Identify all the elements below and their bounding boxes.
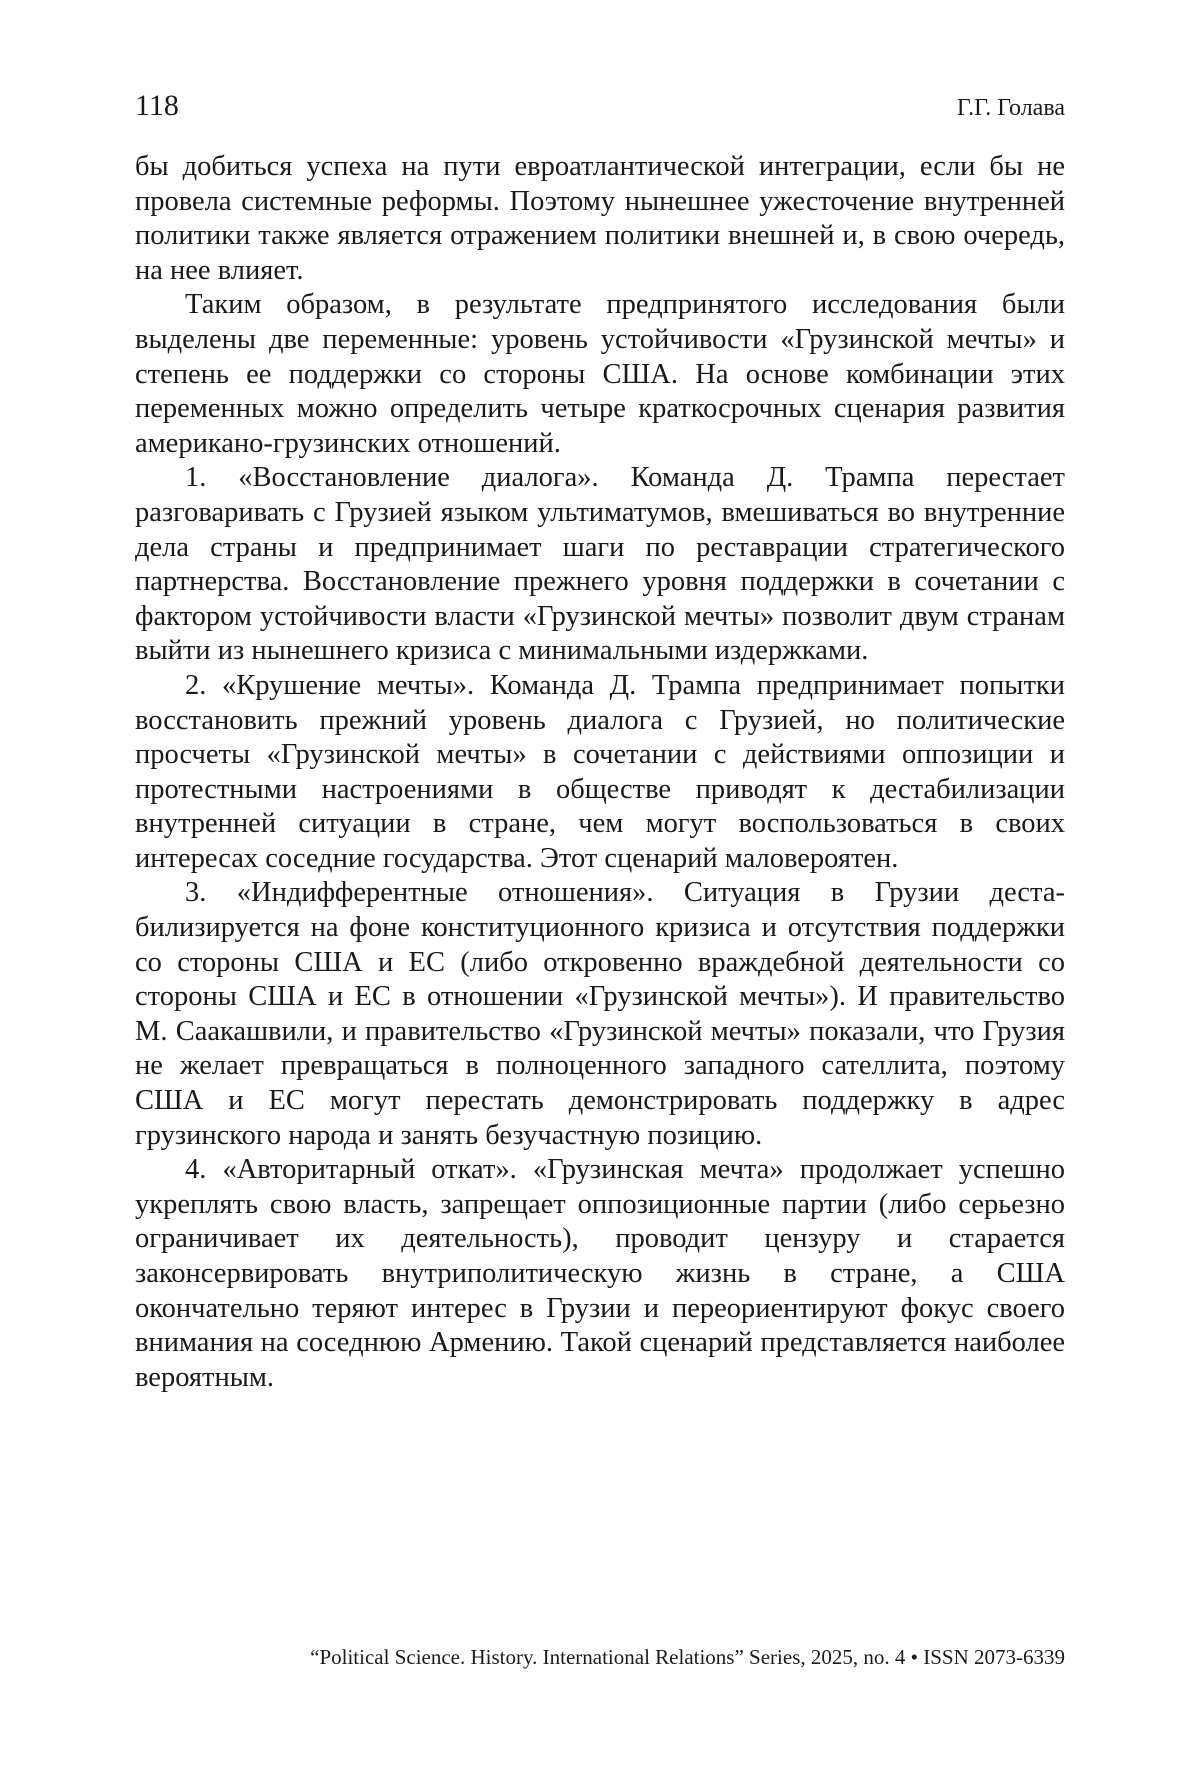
- paragraph-scenario-3: 3. «Индифферентные отношения». Ситуация в Грузии деста­билизируется на фоне конституционного кризиса и отсутствия поддержки со стороны США и ЕС (либо откровенно враждебной деятельности со стороны США и ЕС в отношении «Грузинской мечты»). И правительство М. Саакашвили, и правительство «Гру­зинской мечты» показали, что Грузия не желает превращаться в полноценного западного сателлита, поэтому США и ЕС могут перестать демонстрировать поддержку в адрес грузинского народа и занять безучастную позицию.: [135, 876, 1065, 1153]
- body-text: [135, 150, 1065, 1395]
- page-number: 118: [135, 88, 179, 124]
- page-footer: “Political Science. History. International Relations” Series, 2025, no. 4 • ISSN 2073-6339: [135, 1643, 1065, 1671]
- paragraph-summary: Таким образом, в результате предпринятого исследования были выделены две переменные: уровень устойчивости «Грузинской мечты» и степень ее поддержки со стороны США. На основе ком­бинации этих переменных можно определить четыре краткосроч­ных сценария развития американо-грузинских отношений.: [135, 288, 1065, 461]
- running-head-author: Г.Г. Голава: [957, 92, 1065, 124]
- page-header: [135, 88, 1065, 128]
- paragraph-continuation: бы добиться успеха на пути евроатлантической интеграции, если бы не провела системные реформы. Поэтому нынешнее ужесточе­ние внутренней политики также является отражением политики внешней и, в свою очередь, на нее влияет.: [135, 150, 1065, 288]
- paragraph-scenario-2: 2. «Крушение мечты». Команда Д. Трампа предпринимает по­пытки восстановить прежний уровень диалога с Грузией, но поли­тические просчеты «Грузинской мечты» в сочетании с действиями оппозиции и протестными настроениями в обществе приводят к дестабилизации внутренней ситуации в стране, чем могут восполь­зоваться в своих интересах соседние государства. Этот сценарий маловероятен.: [135, 669, 1065, 877]
- paragraph-scenario-1: 1. «Восстановление диалога». Команда Д. Трампа перестает разговаривать с Грузией языком ультиматумов, вмешиваться во внутренние дела страны и предпринимает шаги по реставрации стратегического партнерства. Восстановление прежнего уровня поддержки в сочетании с фактором устойчивости власти «Гру­зинской мечты» позволит двум странам выйти из нынешнего кри­зиса с минимальными издержками.: [135, 461, 1065, 669]
- paragraph-scenario-4: 4. «Авторитарный откат». «Грузинская мечта» продолжает успешно укреплять свою власть, запрещает оппозиционные партии (либо серьезно ограничивает их деятельность), проводит цензуру и старается законсервировать внутриполитическую жизнь в стране, а США окончательно теряют интерес в Грузии и переориентируют фокус своего внимания на соседнюю Армению. Такой сценарий представляется наиболее вероятным.: [135, 1153, 1065, 1395]
